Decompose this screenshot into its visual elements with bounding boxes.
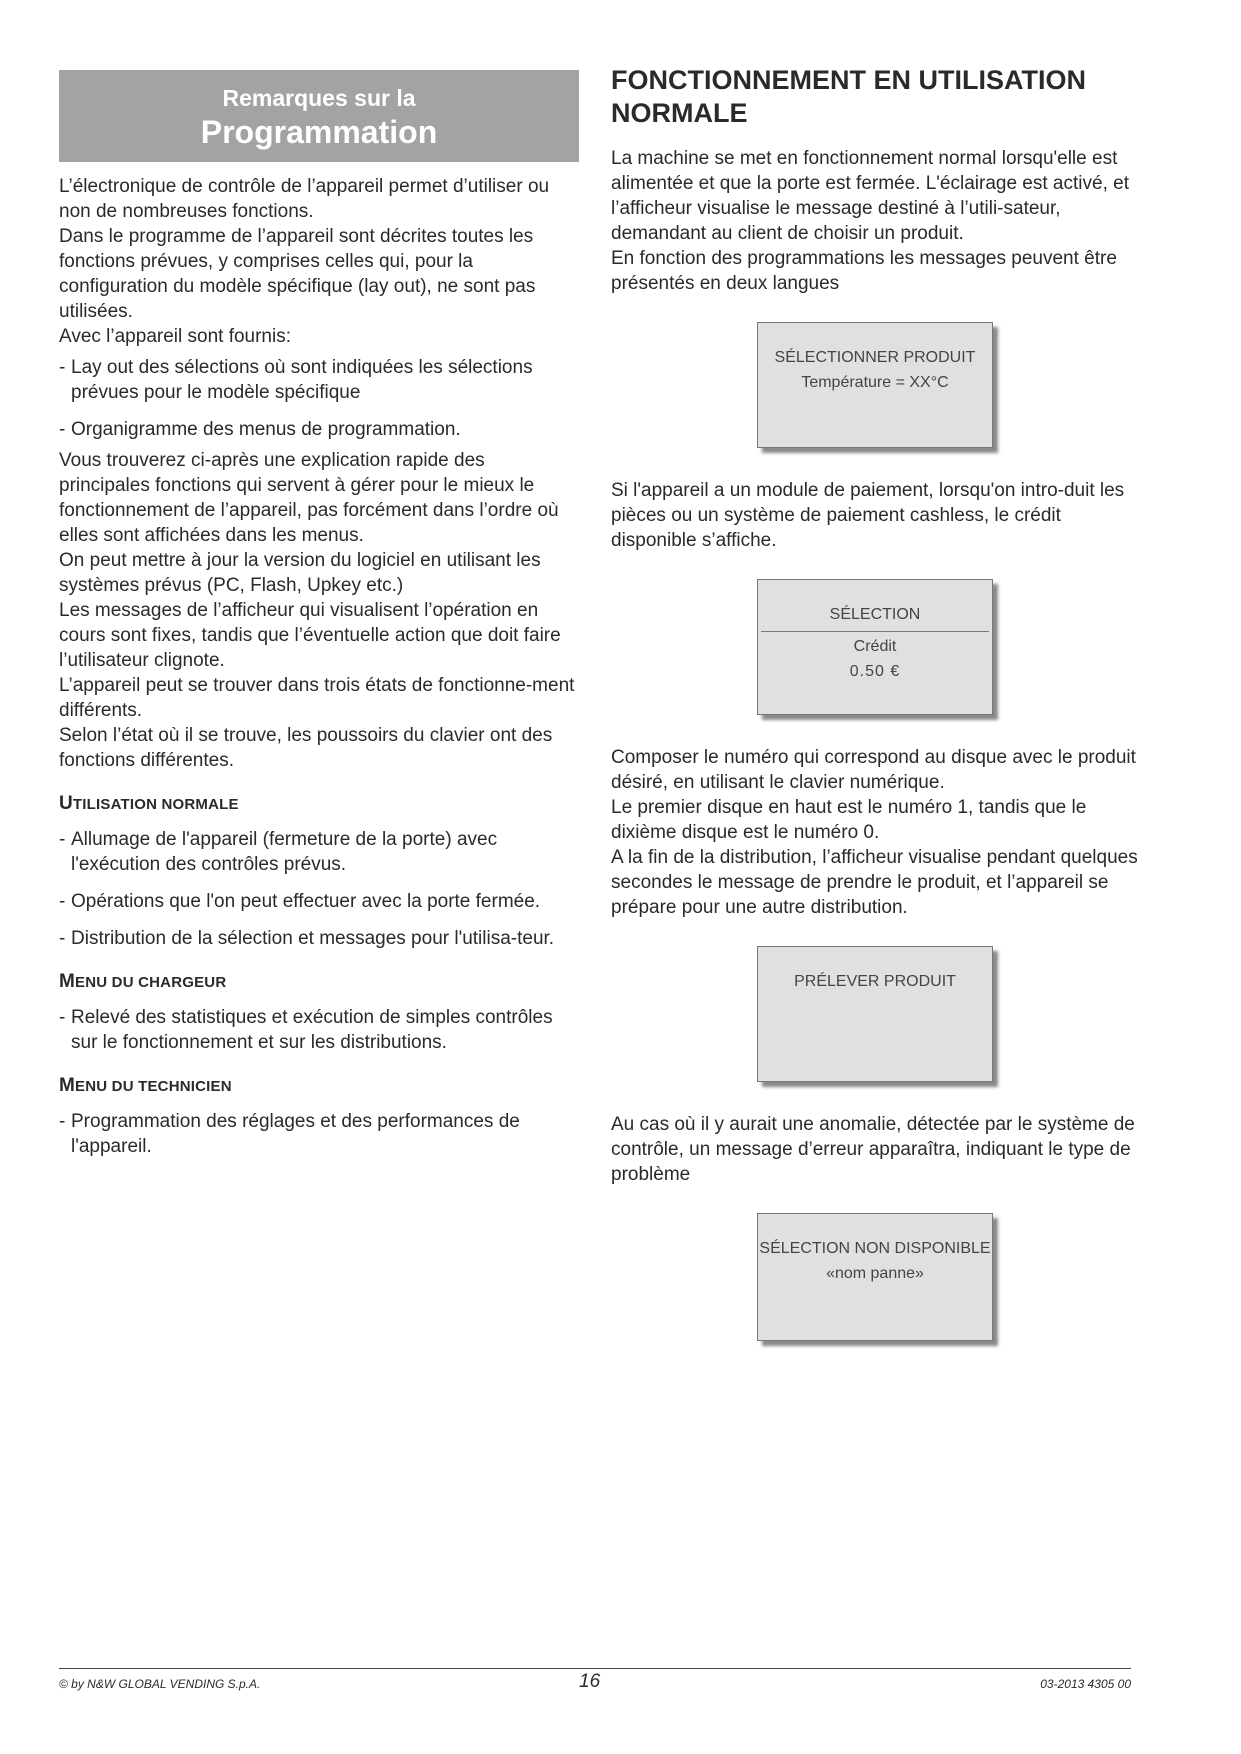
display-take-product — [757, 946, 993, 1082]
body-paragraph: Si l'appareil a un module de paiement, lorsqu'on intro-duit les pièces ou un système de paiement cashless, le crédit disponible s’affiche. — [611, 480, 1125, 551]
display-divider — [761, 631, 989, 632]
intro-paragraph: Dans le programme de l’appareil sont décrites toutes les fonctions prévues, y comprises celles qui, pour la configuration du modèle spécifique (lay out), ne sont pas utilisées. — [59, 226, 536, 322]
display-line: SÉLECTIONNER PRODUIT — [774, 349, 976, 366]
subheading-utilisation-normale: UTILISATION NORMALE — [59, 793, 239, 814]
display-line: «nom panne» — [826, 1265, 924, 1282]
body-paragraph: L’appareil peut se trouver dans trois états de fonctionne-ment différents. — [59, 675, 575, 721]
left-column — [59, 70, 579, 1159]
display-line: SÉLECTION NON DISPONIBLE — [759, 1240, 991, 1257]
right-column — [611, 64, 1139, 1341]
section-banner — [59, 70, 579, 162]
list-item: - Allumage de l'appareil (fermeture de la porte) avec l'exécution des contrôles prévus. — [59, 829, 498, 875]
list-item: - Lay out des sélections où sont indiquées les sélections prévues pour le modèle spécifique — [59, 357, 533, 403]
body-paragraph: A la fin de la distribution, l’afficheur visualise pendant quelques secondes le message de prendre le produit, et l’appareil se prépare pour une autre distribution. — [611, 847, 1138, 918]
body-paragraph: Les messages de l’afficheur qui visualisent l’opération en cours sont fixes, tandis que l’éventuelle action que doit faire l’utilisateur clignote. — [59, 600, 561, 671]
banner-line1: Remarques sur la — [222, 85, 416, 111]
body-paragraph: Le premier disque en haut est le numéro 1, tandis que le dixième disque est le numéro 0. — [611, 797, 1087, 843]
display-line: Crédit — [853, 638, 897, 655]
subheading-menu-chargeur: MENU DU CHARGEUR — [59, 971, 227, 992]
display-credit-value: 0.50 € — [849, 663, 901, 680]
list-item: - Organigramme des menus de programmation. — [59, 419, 461, 440]
body-paragraph: Composer le numéro qui correspond au disque avec le produit désiré, en utilisant le clavier numérique. — [611, 747, 1136, 793]
footer-copyright: © by N&W GLOBAL VENDING S.p.A. — [59, 1677, 261, 1691]
body-paragraph: Vous trouverez ci-après une explication rapide des principales fonctions qui servent à gérer pour le mieux le fonctionnement de l’appareil, pas forcément dans l’ordre où elles sont affichées dans les menus. — [59, 450, 559, 546]
section-title: FONCTIONNEMENT EN UTILISATION NORMALE — [611, 65, 1086, 128]
subheading-menu-technicien: MENU DU TECHNICIEN — [59, 1075, 232, 1096]
display-line: Température = XX°C — [801, 374, 949, 391]
display-line: SÉLECTION — [829, 606, 921, 623]
body-paragraph: En fonction des programmations les messages peuvent être présentés en deux langues — [611, 248, 1117, 294]
body-paragraph: Selon l’état où il se trouve, les poussoirs du clavier ont des fonctions différentes. — [59, 725, 553, 771]
banner-line2: Programmation — [200, 114, 438, 150]
page-number: 16 — [579, 1671, 601, 1692]
display-select-product — [757, 322, 993, 448]
display-credit — [757, 579, 993, 715]
display-unavailable — [757, 1213, 993, 1341]
footer-doc-code: 03-2013 4305 00 — [1040, 1677, 1131, 1691]
body-paragraph: On peut mettre à jour la version du logiciel en utilisant les systèmes prévus (PC, Flash, Upkey etc.) — [59, 550, 541, 596]
list-item: - Opérations que l'on peut effectuer avec la porte fermée. — [59, 891, 541, 912]
list-item: - Distribution de la sélection et messages pour l'utilisa-teur. — [59, 928, 555, 949]
display-line: PRÉLEVER PRODUIT — [794, 973, 956, 990]
list-item: - Relevé des statistiques et exécution de simples contrôles sur le fonctionnement et sur les distributions. — [59, 1007, 553, 1053]
intro-paragraph: L’électronique de contrôle de l’appareil permet d’utiliser ou non de nombreuses fonctions. — [59, 176, 550, 222]
body-paragraph: Au cas où il y aurait une anomalie, détectée par le système de contrôle, un message d’erreur apparaîtra, indiquant le type de problème — [611, 1114, 1135, 1185]
page-footer — [59, 1668, 1131, 1692]
intro-paragraph: Avec l’appareil sont fournis: — [59, 326, 291, 347]
list-item: - Programmation des réglages et des performances de l'appareil. — [59, 1111, 520, 1157]
body-paragraph: La machine se met en fonctionnement normal lorsqu'elle est alimentée et que la porte est fermée. L'éclairage est activé, et l’afficheur visualise le message destiné à l’utili-sateur, demandant au client de choisir un produit. — [611, 148, 1129, 244]
